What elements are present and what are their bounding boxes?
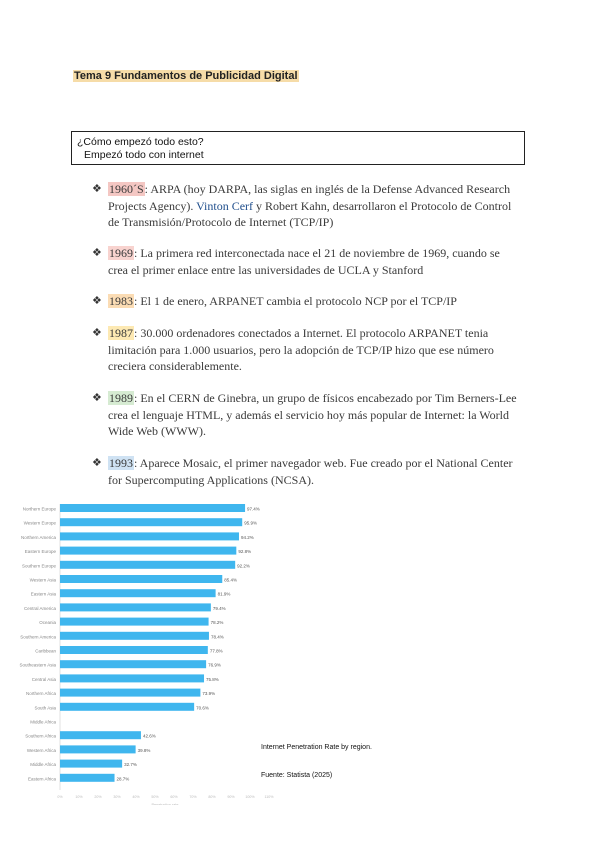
x-tick-label: 0%: [57, 795, 63, 799]
x-tick-label: 40%: [132, 795, 140, 799]
diamond-bullet-icon: ❖: [92, 457, 102, 469]
timeline-item: [92, 245, 522, 278]
timeline-text: : En el CERN de Ginebra, un grupo de físicos encabezado por Tim Berners-Lee crea el lenguaje HTML, y además el servicio hoy más popular de Internet: la World Wide Web (WWW).: [108, 391, 517, 438]
bar: [60, 518, 242, 526]
timeline-text: : El 1 de enero, ARPANET cambia el protocolo NCP por el TCP/IP: [134, 294, 457, 308]
bar: [60, 618, 209, 626]
category-label: Northern America: [20, 534, 56, 540]
category-label: Central America: [23, 605, 56, 611]
value-label: 95.9%: [244, 520, 257, 526]
value-label: 75.8%: [206, 676, 219, 682]
timeline-item: [92, 181, 522, 231]
chart-source: Fuente: Statista (2025): [261, 772, 333, 779]
bar: [60, 561, 235, 569]
timeline-text: : La primera red interconectada nace el 21 de noviembre de 1969, cuando se crea el primer enlace entre las universidades de UCLA y Stanford: [108, 246, 500, 277]
value-label: 79.4%: [212, 605, 226, 611]
category-label: Middle Africa: [30, 719, 56, 725]
value-label: 70.6%: [196, 705, 209, 711]
category-label: South Asia: [34, 705, 56, 711]
timeline-text: : Aparece Mosaic, el primer navegador web. Fue creado por el National Center for Supercomputing Applications (NCSA).: [108, 456, 513, 487]
timeline-item: [92, 325, 522, 375]
value-label: 39.8%: [137, 747, 151, 753]
category-label: Northern Europe: [22, 506, 56, 512]
x-tick-label: 10%: [75, 795, 83, 799]
x-axis-label: Penetration rate: [151, 803, 179, 805]
penetration-bar-chart: [0, 500, 600, 805]
value-label: 28.7%: [116, 776, 130, 782]
value-label: 85.4%: [224, 577, 238, 583]
timeline-year: 1987: [109, 326, 133, 340]
intro-box: [71, 131, 525, 165]
diamond-bullet-icon: ❖: [92, 327, 102, 339]
x-tick-label: 20%: [94, 795, 102, 799]
value-label: 94.2%: [240, 534, 254, 540]
bar: [60, 632, 209, 640]
category-label: Western Asia: [29, 577, 56, 583]
timeline-year: 1989: [109, 391, 133, 405]
timeline-text: : ARPA (hoy DARPA, las siglas en inglés de la Defense Advanced Research Projects Agency).: [108, 182, 511, 213]
category-label: Middle Africa: [30, 762, 56, 768]
category-label: Northern Africa: [25, 691, 56, 697]
diamond-bullet-icon: ❖: [92, 247, 102, 259]
bar: [60, 547, 236, 555]
category-label: Southern Europe: [21, 563, 56, 569]
bar: [60, 504, 245, 512]
bar: [60, 532, 239, 540]
value-label: 76.9%: [208, 662, 221, 668]
x-tick-label: 110%: [264, 795, 274, 799]
diamond-bullet-icon: ❖: [92, 183, 102, 195]
x-tick-label: 80%: [208, 795, 216, 799]
x-tick-label: 50%: [151, 795, 159, 799]
x-tick-label: 60%: [170, 795, 178, 799]
timeline-text: : 30.000 ordenadores conectados a Internet. El protocolo ARPANET tenia limitación para 1.000 usuarios, pero la adopción de TCP/IP hizo que ese número creciera considerablemente.: [108, 326, 494, 373]
diamond-bullet-icon: ❖: [92, 392, 102, 404]
intro-question: ¿Cómo empezó todo esto?: [77, 136, 204, 148]
x-tick-label: 90%: [227, 795, 235, 799]
value-label: 92.8%: [238, 549, 252, 555]
timeline-item: [92, 293, 522, 310]
category-label: Oceania: [39, 620, 56, 626]
value-label: 97.4%: [247, 506, 260, 512]
page-title-text: Tema 9 Fundamentos de Publicidad Digital: [74, 70, 298, 82]
bar: [60, 646, 208, 654]
timeline-item: [92, 390, 522, 440]
category-label: Western Europe: [23, 520, 56, 526]
page-title: [73, 70, 299, 82]
diamond-bullet-icon: ❖: [92, 295, 102, 307]
bar: [60, 703, 194, 711]
value-label: 42.6%: [142, 733, 156, 739]
timeline-text-cont: y Robert Kahn, desarrollaron el Protocolo de Control de Transmisión/Protocolo de Internet (TCP/IP): [108, 198, 512, 229]
category-label: Eastern Asia: [30, 591, 56, 597]
value-label: 77.8%: [209, 648, 223, 654]
value-label: 78.4%: [210, 634, 224, 640]
category-label: Eastern Africa: [27, 776, 56, 782]
bar: [60, 745, 136, 753]
x-tick-label: 30%: [113, 795, 121, 799]
category-label: Caribbean: [35, 648, 56, 654]
timeline-year: 1969: [109, 246, 133, 260]
bar: [60, 660, 206, 668]
bar: [60, 674, 204, 682]
vinton-cerf-link[interactable]: Vinton Cerf: [196, 198, 254, 213]
value-label: 32.7%: [124, 762, 137, 768]
category-label: Central Asia: [31, 676, 56, 682]
bar: [60, 589, 216, 597]
bar: [60, 774, 115, 782]
bar: [60, 731, 141, 739]
category-label: Southern America: [20, 634, 56, 640]
timeline-item: [92, 455, 522, 488]
bar: [60, 575, 222, 583]
timeline-year: 1993: [109, 456, 133, 470]
bar: [60, 603, 211, 611]
value-label: 92.2%: [237, 563, 250, 569]
timeline-list: [92, 181, 522, 488]
timeline-year: 1960´S: [109, 182, 144, 196]
x-tick-label: 70%: [189, 795, 197, 799]
chart-caption: Internet Penetration Rate by region.: [261, 744, 372, 751]
timeline-year: 1983: [109, 294, 133, 308]
bar: [60, 760, 122, 768]
value-label: 78.2%: [210, 620, 224, 626]
value-label: 81.9%: [217, 591, 231, 597]
category-label: Southern Africa: [25, 733, 56, 739]
category-label: Southeastern Asia: [19, 662, 56, 668]
category-label: Western Africa: [26, 747, 56, 753]
category-label: Eastern Europe: [24, 549, 56, 555]
x-tick-label: 100%: [245, 795, 255, 799]
bar: [60, 689, 200, 697]
intro-answer: Empezó todo con internet: [84, 149, 204, 161]
value-label: 73.9%: [202, 691, 216, 697]
